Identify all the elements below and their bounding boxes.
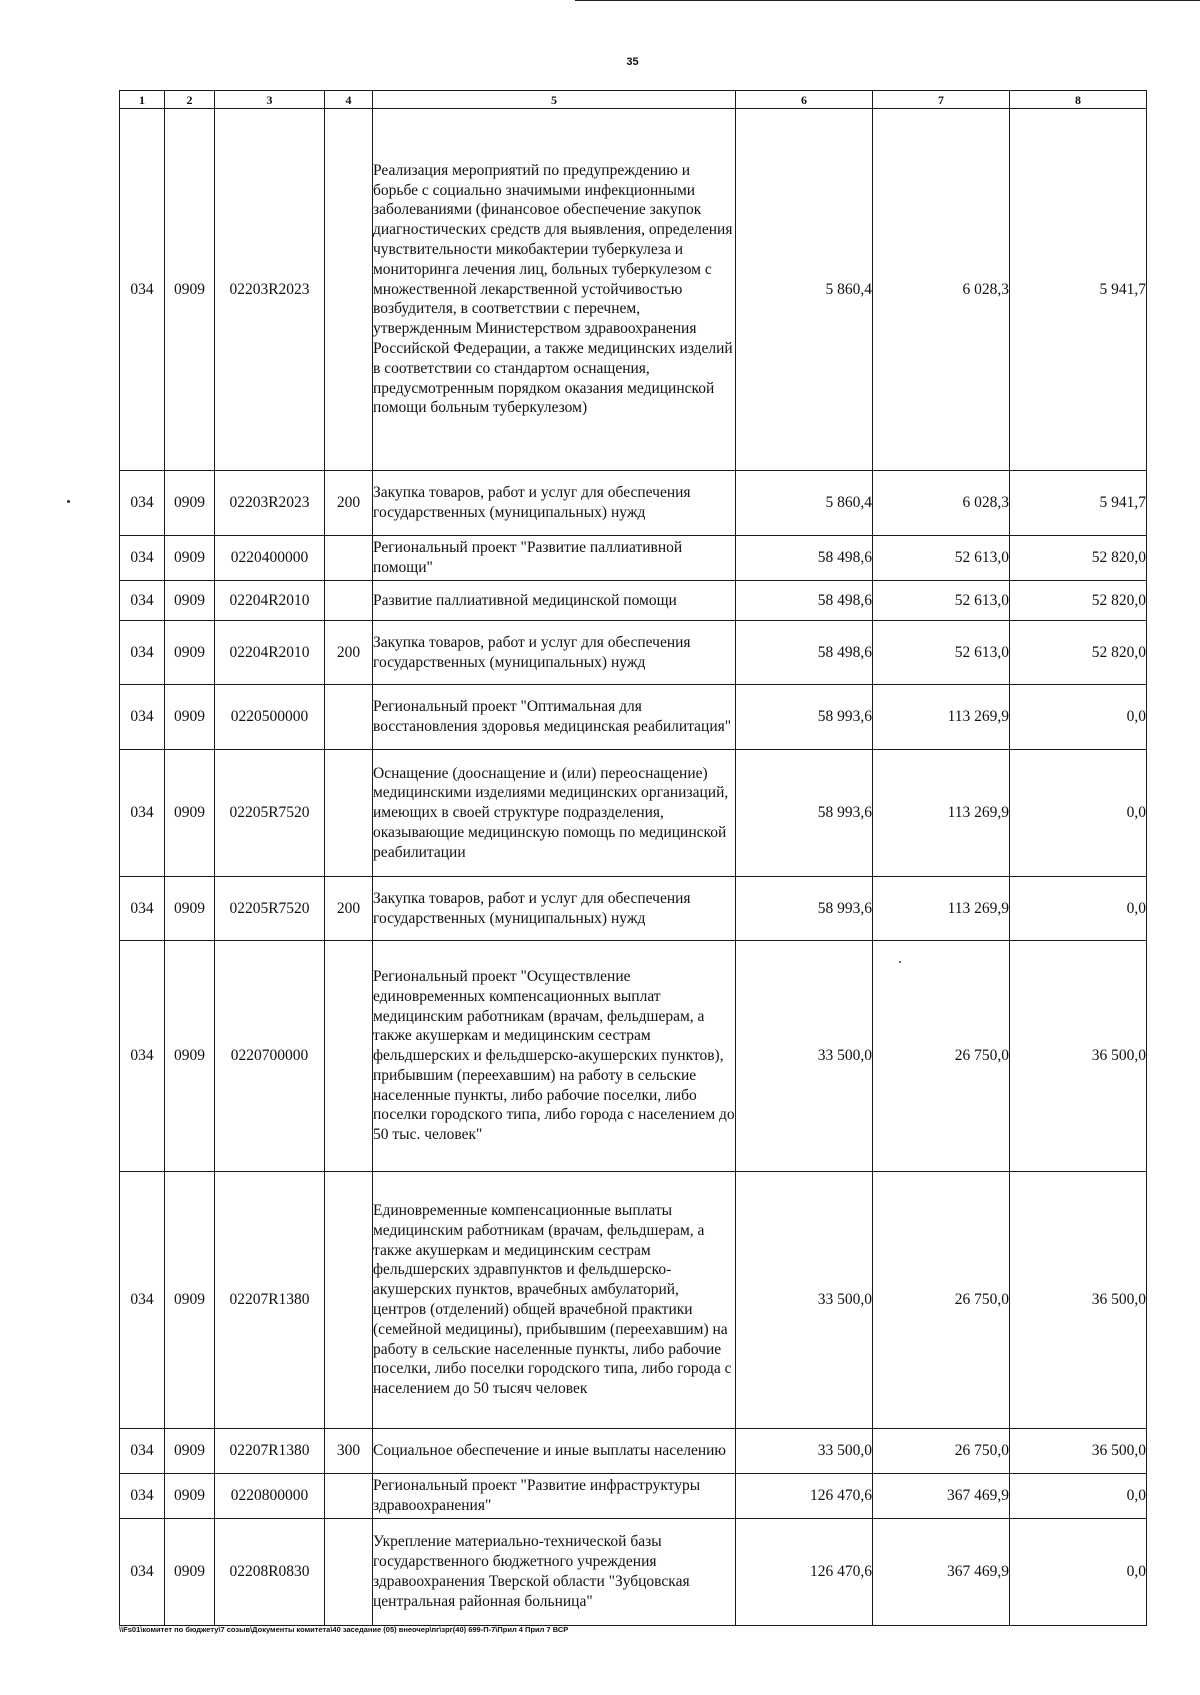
cell-amount-6: 58 498,6 [736, 536, 873, 581]
cell-description: Развитие паллиативной медицинской помощи [373, 581, 736, 621]
cell-expense-type [325, 1474, 373, 1519]
cell-expense-type: 300 [325, 1429, 373, 1474]
cell-admin-code: 034 [120, 750, 165, 877]
cell-amount-8: 36 500,0 [1010, 941, 1147, 1172]
table-row [120, 1519, 1147, 1626]
cell-amount-7: 6 028,3 [873, 471, 1010, 536]
table-row [120, 1172, 1147, 1429]
cell-admin-code: 034 [120, 1172, 165, 1429]
column-header: 4 [325, 91, 373, 109]
cell-target-article: 02204R2010 [215, 621, 325, 685]
cell-amount-6: 33 500,0 [736, 1429, 873, 1474]
cell-section-code: 0909 [165, 471, 215, 536]
cell-amount-6: 5 860,4 [736, 109, 873, 471]
cell-expense-type: 200 [325, 877, 373, 941]
cell-expense-type: 200 [325, 471, 373, 536]
cell-admin-code: 034 [120, 685, 165, 750]
column-header: 1 [120, 91, 165, 109]
cell-description: Социальное обеспечение и иные выплаты населению [373, 1429, 736, 1474]
cell-section-code: 0909 [165, 1172, 215, 1429]
cell-expense-type [325, 750, 373, 877]
cell-section-code: 0909 [165, 1429, 215, 1474]
cell-amount-6: 126 470,6 [736, 1519, 873, 1626]
cell-admin-code: 034 [120, 1519, 165, 1626]
cell-section-code: 0909 [165, 109, 215, 471]
cell-target-article: 0220400000 [215, 536, 325, 581]
cell-amount-8: 0,0 [1010, 1474, 1147, 1519]
cell-amount-7: 113 269,9 [873, 685, 1010, 750]
cell-target-article: 02205R7520 [215, 877, 325, 941]
table-row [120, 941, 1147, 1172]
cell-amount-6: 58 498,6 [736, 581, 873, 621]
cell-description: Оснащение (дооснащение и (или) переоснащение) медицинскими изделиями медицинских организаций, имеющих в своей структуре подразделения, оказывающие медицинскую помощь по медицинской реабилитации [373, 750, 736, 877]
column-header: 2 [165, 91, 215, 109]
scan-speck [67, 500, 70, 503]
cell-expense-type [325, 941, 373, 1172]
cell-section-code: 0909 [165, 1474, 215, 1519]
cell-description: Укрепление материально-технической базы государственного бюджетного учреждения здравоохранения Тверской области "Зубцовская центральная районная больница" [373, 1519, 736, 1626]
cell-amount-7: 26 750,0 [873, 941, 1010, 1172]
cell-amount-7: 113 269,9 [873, 877, 1010, 941]
cell-expense-type [325, 1519, 373, 1626]
cell-admin-code: 034 [120, 941, 165, 1172]
cell-target-article: 0220700000 [215, 941, 325, 1172]
cell-target-article: 0220800000 [215, 1474, 325, 1519]
scan-speck [899, 961, 901, 963]
cell-section-code: 0909 [165, 877, 215, 941]
cell-amount-6: 58 498,6 [736, 621, 873, 685]
cell-description: Региональный проект "Осуществление единовременных компенсационных выплат медицинским работникам (врачам, фельдшерам, а также акушеркам и медицинским сестрам фельдшерских и фельдшерско-акушерских пунктов), прибывшим (переехавшим) на работу в сельские населенные пункты, либо рабочие поселки, либо поселки городского типа, либо города с населением до 50 тыс. человек" [373, 941, 736, 1172]
table-row [120, 581, 1147, 621]
cell-amount-7: 52 613,0 [873, 621, 1010, 685]
column-header: 7 [873, 91, 1010, 109]
cell-section-code: 0909 [165, 1519, 215, 1626]
cell-amount-7: 367 469,9 [873, 1474, 1010, 1519]
cell-target-article: 02205R7520 [215, 750, 325, 877]
cell-target-article: 02207R1380 [215, 1172, 325, 1429]
cell-section-code: 0909 [165, 750, 215, 877]
cell-target-article: 02204R2010 [215, 581, 325, 621]
cell-amount-8: 36 500,0 [1010, 1429, 1147, 1474]
cell-description: Закупка товаров, работ и услуг для обеспечения государственных (муниципальных) нужд [373, 877, 736, 941]
top-border-line [575, 0, 1200, 1]
file-path-footer: \\Fs01\комитет по бюджету\7 созыв\Документы комитета\40 заседание (05) внеочер\пг\зрг(40) 699-П-7\Прил 4 Прил 7 ВСР [119, 1625, 569, 1634]
cell-admin-code: 034 [120, 621, 165, 685]
column-header: 8 [1010, 91, 1147, 109]
cell-expense-type [325, 1172, 373, 1429]
column-header: 6 [736, 91, 873, 109]
cell-expense-type: 200 [325, 621, 373, 685]
cell-amount-7: 6 028,3 [873, 109, 1010, 471]
cell-amount-8: 5 941,7 [1010, 109, 1147, 471]
cell-admin-code: 034 [120, 471, 165, 536]
cell-admin-code: 034 [120, 877, 165, 941]
cell-description: Закупка товаров, работ и услуг для обеспечения государственных (муниципальных) нужд [373, 621, 736, 685]
cell-description: Региональный проект "Развитие инфраструктуры здравоохранения" [373, 1474, 736, 1519]
cell-amount-8: 0,0 [1010, 685, 1147, 750]
cell-section-code: 0909 [165, 621, 215, 685]
cell-amount-8: 0,0 [1010, 1519, 1147, 1626]
cell-amount-8: 36 500,0 [1010, 1172, 1147, 1429]
cell-target-article: 0220500000 [215, 685, 325, 750]
cell-amount-6: 126 470,6 [736, 1474, 873, 1519]
cell-amount-6: 58 993,6 [736, 877, 873, 941]
cell-target-article: 02203R2023 [215, 471, 325, 536]
column-header: 3 [215, 91, 325, 109]
cell-description: Закупка товаров, работ и услуг для обеспечения государственных (муниципальных) нужд [373, 471, 736, 536]
cell-admin-code: 034 [120, 536, 165, 581]
cell-target-article: 02207R1380 [215, 1429, 325, 1474]
cell-admin-code: 034 [120, 109, 165, 471]
table-row [120, 536, 1147, 581]
cell-expense-type [325, 536, 373, 581]
cell-expense-type [325, 109, 373, 471]
cell-admin-code: 034 [120, 1429, 165, 1474]
table-row [120, 877, 1147, 941]
table-row [120, 471, 1147, 536]
cell-amount-8: 0,0 [1010, 877, 1147, 941]
cell-expense-type [325, 685, 373, 750]
cell-target-article: 02208R0830 [215, 1519, 325, 1626]
table-row [120, 685, 1147, 750]
cell-amount-7: 113 269,9 [873, 750, 1010, 877]
cell-expense-type [325, 581, 373, 621]
cell-amount-7: 52 613,0 [873, 536, 1010, 581]
cell-amount-6: 33 500,0 [736, 941, 873, 1172]
table-row [120, 621, 1147, 685]
cell-admin-code: 034 [120, 1474, 165, 1519]
table-row [120, 1474, 1147, 1519]
budget-table [119, 90, 1147, 1626]
column-number-row [120, 91, 1147, 109]
cell-section-code: 0909 [165, 941, 215, 1172]
cell-amount-7: 26 750,0 [873, 1429, 1010, 1474]
cell-description: Реализация мероприятий по предупреждению и борьбе с социально значимыми инфекционными заболеваниями (финансовое обеспечение закупок диагностических средств для выявления, определения чувствительности микобактерии туберкулеза и мониторинга лечения лиц, больных туберкулезом с множественной лекарственной устойчивостью возбудителя, в соответствии с перечнем, утвержденным Министерством здравоохранения Российской Федерации, а также медицинских изделий в соответствии со стандартом оснащения, предусмотренным порядком оказания медицинской помощи больным туберкулезом) [373, 109, 736, 471]
table-row [120, 109, 1147, 471]
cell-amount-8: 52 820,0 [1010, 581, 1147, 621]
cell-section-code: 0909 [165, 536, 215, 581]
cell-section-code: 0909 [165, 581, 215, 621]
cell-description: Региональный проект "Развитие паллиативной помощи" [373, 536, 736, 581]
cell-amount-8: 52 820,0 [1010, 621, 1147, 685]
cell-amount-8: 0,0 [1010, 750, 1147, 877]
table-row [120, 1429, 1147, 1474]
cell-amount-8: 5 941,7 [1010, 471, 1147, 536]
cell-amount-6: 58 993,6 [736, 750, 873, 877]
cell-amount-6: 5 860,4 [736, 471, 873, 536]
cell-amount-6: 33 500,0 [736, 1172, 873, 1429]
cell-description: Единовременные компенсационные выплаты медицинским работникам (врачам, фельдшерам, а также акушеркам и медицинским сестрам фельдшерских здравпунктов и фельдшерско-акушерских пунктов, врачебных амбулаторий, центров (отделений) общей врачебной практики (семейной медицины), прибывшим (переехавшим) на работу в сельские населенные пункты, либо рабочие поселки, либо поселки городского типа, либо города с населением до 50 тысяч человек [373, 1172, 736, 1429]
cell-section-code: 0909 [165, 685, 215, 750]
page-number: 35 [626, 56, 639, 68]
cell-target-article: 02203R2023 [215, 109, 325, 471]
table-row [120, 750, 1147, 877]
cell-amount-7: 367 469,9 [873, 1519, 1010, 1626]
cell-description: Региональный проект "Оптимальная для восстановления здоровья медицинская реабилитация" [373, 685, 736, 750]
cell-amount-7: 26 750,0 [873, 1172, 1010, 1429]
cell-amount-7: 52 613,0 [873, 581, 1010, 621]
cell-admin-code: 034 [120, 581, 165, 621]
column-header: 5 [373, 91, 736, 109]
cell-amount-6: 58 993,6 [736, 685, 873, 750]
cell-amount-8: 52 820,0 [1010, 536, 1147, 581]
